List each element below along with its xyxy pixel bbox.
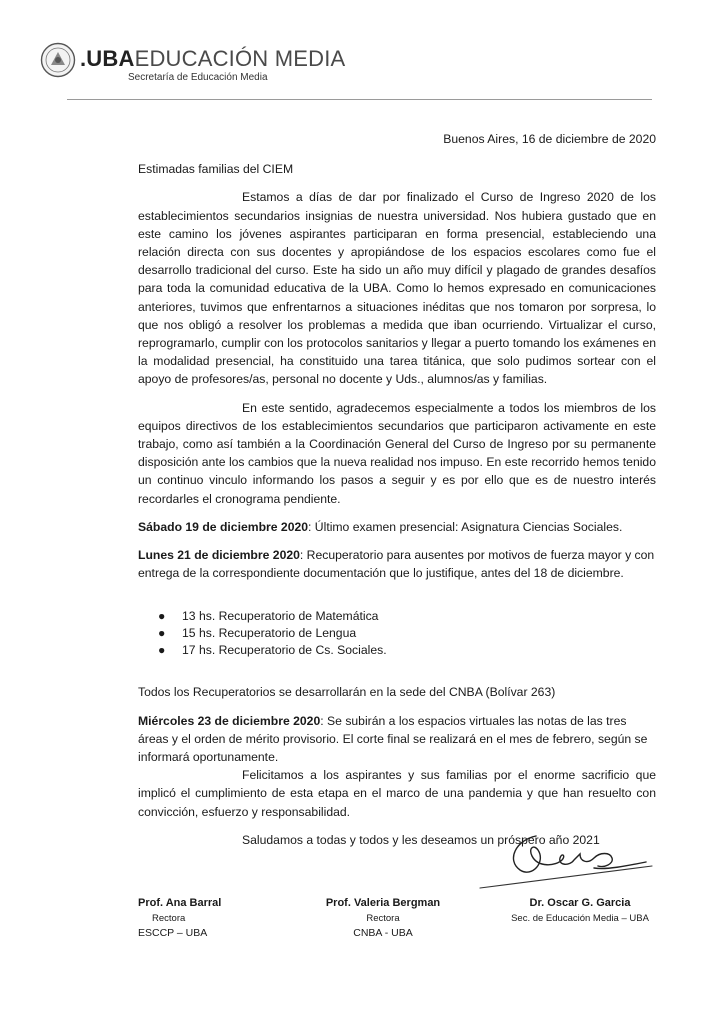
bullet-icon: ●: [158, 626, 166, 641]
monday-item: [138, 546, 656, 582]
wednesday-label: Miércoles 23 de diciembre 2020: [138, 713, 321, 728]
monday-label: Lunes 21 de diciembre 2020: [138, 548, 300, 563]
wednesday-text: : Se subirán a los espacios virtuales las notas de las tres áreas y el orden de mérito provisorio. El corte final se realizará en el mes de febrero, según se informará oportunamente.: [138, 713, 648, 765]
uba-logo: [40, 42, 346, 88]
signer-org: CNBA - UBA: [353, 927, 413, 939]
logo-educacion-text: EDUCACIÓN MEDIA: [134, 46, 346, 71]
signer-org: ESCCP – UBA: [138, 927, 208, 939]
signature-block-barral: [138, 896, 268, 941]
signer-role: Rectora: [152, 913, 186, 924]
signer-role: Rectora: [366, 913, 400, 924]
bullet-icon: ●: [158, 643, 166, 658]
list-item: [138, 608, 656, 625]
saturday-item: [138, 518, 656, 536]
paragraph-2: En este sentido, agradecemos especialmente a todos los miembros de los equipos directivos de los establecimientos secundarios que participaron activamente en este trabajo, como así también a la Coordinación General del Curso de Ingreso por su permanente disposición ante los cambios que la nueva realidad nos impuso. En este recorrido hemos tenido un continuo vinculo informando los pasos a seguir y es por ello que es de nuestro interés recordarles el cronograma pendiente.: [138, 400, 656, 506]
signature-block-bergman: [318, 896, 448, 941]
uba-seal-icon: [40, 42, 76, 78]
letter-date: Buenos Aires, 16 de diciembre de 2020: [443, 132, 656, 146]
signer-role: Sec. de Educación Media – UBA: [511, 913, 649, 924]
saturday-label: Sábado 19 de diciembre 2020: [138, 519, 309, 534]
paragraph-1: Estamos a días de dar por finalizado el Curso de Ingreso 2020 de los establecimientos secundarios insignias de nuestra universidad. Nos hubiera gustado que en este camino los jóvenes aspirantes participaran en forma presencial, estableciendo una relación directa con sus docentes y apropiándose de los espacios escolares como fue el desarrollo tradicional del curso. Este ha sido un año muy difícil y plagado de grandes desafíos para toda la comunidad educativa de la UBA. Como lo hemos expresado en comunicaciones anteriores, tuvimos que enfrentarnos a situaciones inéditas que nos tomaron por sorpresa, lo que nos obligó a resolver los problemas a medida que iban ocurriendo. Virtualizar el curso, reprogramarlo, cumplir con los protocolos sanitarios y llegar a puerto tomando los exámenes en la modalidad presencial, ha constituido una tarea titánica, que solo pudimos sortear con el apoyo de profesores/as, personal no docente y Uds., alumnos/as y familias.: [138, 190, 656, 387]
list-item: [138, 642, 656, 659]
signer-name: Dr. Oscar G. Garcia: [529, 897, 631, 909]
monday-text: : Recuperatorio para ausentes por motivos de fuerza mayor y con entrega de la correspondiente documentación que lo justifique, antes del 18 de diciembre.: [138, 548, 655, 581]
signer-name: Prof. Valeria Bergman: [325, 897, 441, 909]
venue-note: Todos los Recuperatorios se desarrollarán en la sede del CNBA (Bolívar 263): [138, 685, 556, 700]
list-item-text: 13 hs. Recuperatorio de Matemática: [182, 609, 379, 624]
closing-line: Saludamos a todas y todos y les deseamos un próspero año 2021: [242, 832, 600, 847]
logo-uba-text: .UBA: [80, 46, 135, 71]
recuperatorio-list: [138, 608, 656, 659]
bullet-icon: ●: [158, 609, 166, 624]
header-divider: [67, 99, 652, 100]
signer-name: Prof. Ana Barral: [138, 897, 222, 909]
saturday-text: : Último examen presencial: Asignatura Ciencias Sociales.: [308, 519, 623, 534]
paragraph-3: Felicitamos a los aspirantes y sus familias por el enorme sacrificio que implicó el cumplimiento de esta etapa en el marco de una pandemia y que han resuelto con convicción, esfuerzo y responsabilidad.: [138, 768, 656, 819]
logo-wordmark: [80, 46, 345, 72]
signature-block-garcia: [500, 896, 660, 926]
wednesday-item: [138, 712, 656, 767]
list-item-text: 15 hs. Recuperatorio de Lengua: [182, 626, 357, 641]
letter-greeting: Estimadas familias del CIEM: [138, 162, 294, 177]
logo-subtitle: Secretaría de Educación Media: [128, 72, 268, 83]
list-item: [138, 625, 656, 642]
handwritten-signature: [476, 826, 656, 898]
list-item-text: 17 hs. Recuperatorio de Cs. Sociales.: [182, 643, 387, 658]
letter-body: [138, 130, 656, 849]
